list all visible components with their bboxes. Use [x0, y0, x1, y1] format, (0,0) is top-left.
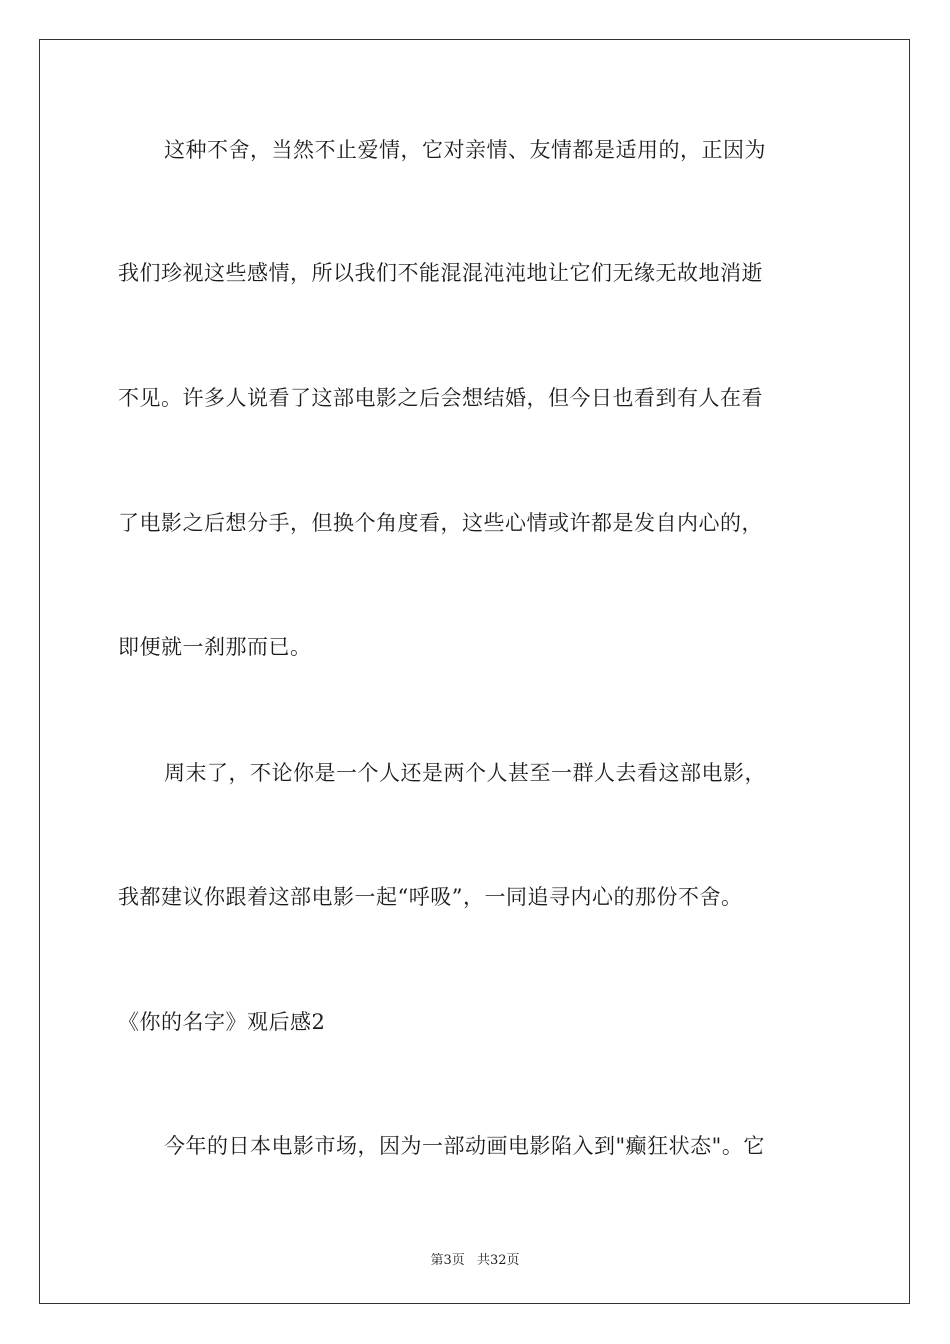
page-footer	[0, 1249, 950, 1268]
page-total: 共32页	[476, 1253, 520, 1268]
text-line-1: 这种不舍，当然不止爱情，它对亲情、友情都是适用的，正因为	[164, 138, 766, 162]
text-line-5: 即便就一刹那而已。	[118, 635, 312, 659]
text-line-3: 不见。许多人说看了这部电影之后会想结婚，但今日也看到有人在看	[118, 386, 763, 410]
text-line-9: 今年的日本电影市场，因为一部动画电影陷入到"癫狂状态"。它	[164, 1134, 765, 1158]
page-number: 第3页	[430, 1253, 465, 1268]
text-line-4: 了电影之后想分手，但换个角度看，这些心情或许都是发自内心的，	[118, 511, 763, 535]
page-border	[39, 39, 910, 1304]
text-line-6: 周末了，不论你是一个人还是两个人甚至一群人去看这部电影，	[164, 761, 766, 785]
section-heading: 《你的名字》观后感2	[118, 1010, 326, 1034]
text-line-2: 我们珍视这些感情，所以我们不能混混沌沌地让它们无缘无故地消逝	[118, 261, 763, 285]
text-line-7: 我都建议你跟着这部电影一起“呼吸”，一同追寻内心的那份不舍。	[118, 885, 743, 909]
